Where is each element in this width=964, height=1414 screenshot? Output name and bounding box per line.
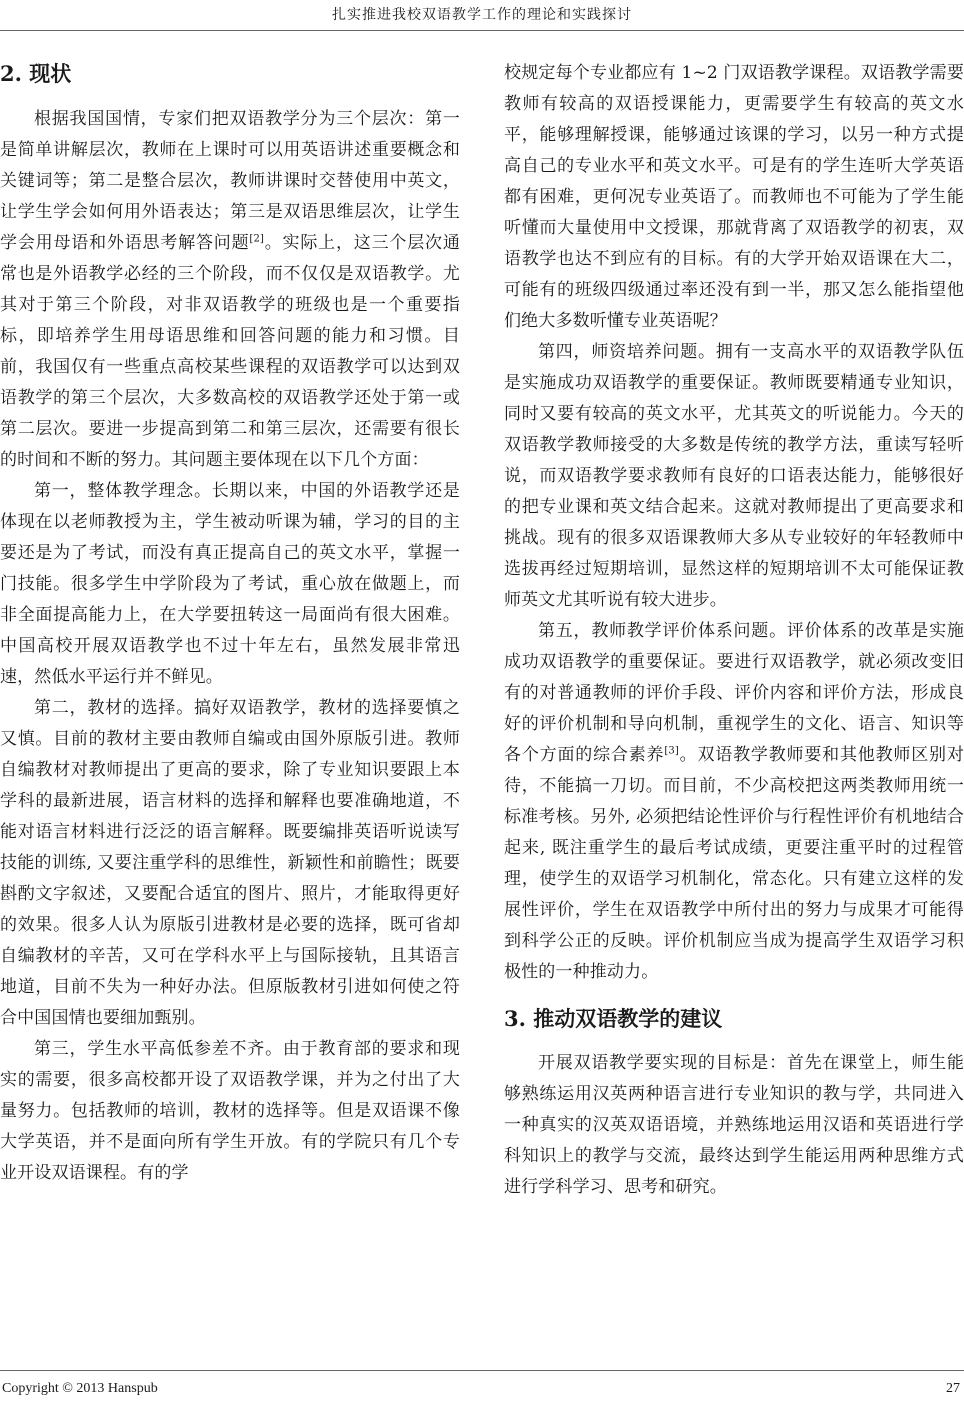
section-heading-status: 2. 现状 — [0, 61, 72, 86]
paragraph-text: 。双语教学教师要和其他教师区别对待，不能搞一刀切。而目前，不少高校把这两类教师用统一标准考核。另外, 必须把结论性评价与行程性评价有机地结合起来, 既注重学生的最后考试成绩，更要注重平时的过程管理，使学生的双语学习机制化，常态化。只有建立这样的发展性评价，学生在双语教学中所付出的努力与成果才可能得到科学公正的反映。评价机制应当成为提高学生双语学习积极性的一种推动力。 — [504, 745, 964, 982]
paragraph-concept: 第一，整体教学理念。长期以来，中国的外语教学还是体现在以老师教授为主，学生被动听课为辅，学习的目的主要还是为了考试，而没有真正提高自己的英文水平，掌握一门技能。很多学生中学阶段为了考试，重心放在做题上，而非全面提高能力上，在大学要扭转这一局面尚有很大困难。中国高校开展双语教学也不过十年左右，虽然发展非常迅速，然低水平运行并不鲜见。 — [0, 481, 460, 687]
citation-ref-3[interactable]: [3] — [664, 745, 679, 757]
right-column — [504, 58, 964, 1203]
paragraph-textbooks: 第二，教材的选择。搞好双语教学，教材的选择要慎之又慎。目前的教材主要由教师自编或由国外原版引进。教师自编教材对教师提出了更高的要求，除了专业知识要跟上本学科的最新进展，语言材料的选择和解释也要准确地道，不能对语言材料进行泛泛的语言解释。既要编排英语听说读写技能的训练, 又要注重学科的思维性，新颖性和前瞻性；既要斟酌文字叙述，又要配合适宜的图片、照片，才能取得更好的效果。很多人认为原版引进教材是必要的选择，既可省却自编教材的辛苦，又可在学科水平上与国际接轨，且其语言地道，目前不失为一种好办法。但原版教材引进如何使之符合中国国情也要细加甄别。 — [0, 698, 460, 1028]
paragraph-text: 根据我国国情，专家们把双语教学分为三个层次：第一是简单讲解层次，教师在上课时可以用英语讲述重要概念和关键词等；第二是整合层次，教师讲课时交替使用中英文，让学生学会如何用外语表达；第三是双语思维层次，让学生学会用母语和外语思考解答问题 — [0, 109, 460, 253]
page-number: 27 — [946, 1381, 960, 1396]
citation-ref-2[interactable]: [2] — [249, 233, 265, 245]
paragraph-text: 。实际上，这三个层次通常也是外语教学必经的三个阶段，而不仅仅是双语教学。尤其对于第三个阶段，对非双语教学的班级也是一个重要指标，即培养学生用母语思维和回答问题的能力和习惯。目前，我国仅有一些重点高校某些课程的双语教学可以达到双语教学的第三个层次，大多数高校的双语教学还处于第一或第二层次。要进一步提高到第二和第三层次，还需要有很长的时间和不断的努力。其问题主要体现在以下几个方面： — [0, 233, 460, 470]
paragraph-faculty: 第四，师资培养问题。拥有一支高水平的双语教学队伍是实施成功双语教学的重要保证。教师既要精通专业知识，同时又要有较高的英文水平，尤其英文的听说能力。今天的双语教学教师接受的大多数是传统的教学方法，重读写轻听说，而双语教学要求教师有良好的口语表达能力，能够很好的把专业课和英文结合起来。这就对教师提出了更高要求和挑战。现有的很多双语课教师大多从专业较好的年轻教师中选拔再经过短期培训，显然这样的短期培训不太可能保证教师英文尤其听说有较大进步。 — [504, 342, 964, 610]
header-divider — [0, 30, 964, 31]
footer-divider — [0, 1370, 964, 1371]
paragraph-evaluation — [504, 616, 964, 988]
copyright-notice: Copyright © 2013 Hanspub — [2, 1381, 158, 1396]
section-heading-suggestions: 3. 推动双语教学的建议 — [504, 1006, 723, 1031]
paragraph-continuation: 校规定每个专业都应有 1~2 门双语教学课程。双语教学需要教师有较高的双语授课能力，更需要学生有较高的英文水平，能够理解授课，能够通过该课的学习，以另一种方式提高自己的专业水平和英文水平。可是有的学生连听大学英语都有困难，更何况专业英语了。而教师也不可能为了学生能听懂而大量使用中文授课，那就背离了双语教学的初衷，双语教学也达不到应有的目标。有的大学开始双语课在大二，可能有的班级四级通过率还没有到一半，那又怎么能指望他们绝大多数听懂专业英语呢？ — [504, 63, 964, 331]
paragraph-text: 第五，教师教学评价体系问题。评价体系的改革是实施成功双语教学的重要保证。要进行双语教学，就必须改变旧有的对普通教师的评价手段、评价内容和评价方法，形成良好的评价机制和导向机制，重视学生的文化、语言、知识等各个方面的综合素养 — [504, 621, 964, 765]
left-column — [0, 58, 460, 1189]
paragraph-levels — [0, 104, 460, 476]
paragraph-student-level: 第三，学生水平高低参差不齐。由于教育部的要求和现实的需要，很多高校都开设了双语教学课，并为之付出了大量努力。包括教师的培训，教材的选择等。但是双语课不像大学英语，并不是面向所有学生开放。有的学院只有几个专业开设双语课程。有的学 — [0, 1039, 460, 1183]
running-head: 扎实推进我校双语教学工作的理论和实践探讨 — [332, 7, 632, 23]
paragraph-goals: 开展双语教学要实现的目标是：首先在课堂上，师生能够熟练运用汉英两种语言进行专业知识的教与学，共同进入一种真实的汉英双语语境，并熟练地运用汉语和英语进行学科知识上的教学与交流，最终达到学生能运用两种思维方式进行学科学习、思考和研究。 — [504, 1053, 964, 1197]
